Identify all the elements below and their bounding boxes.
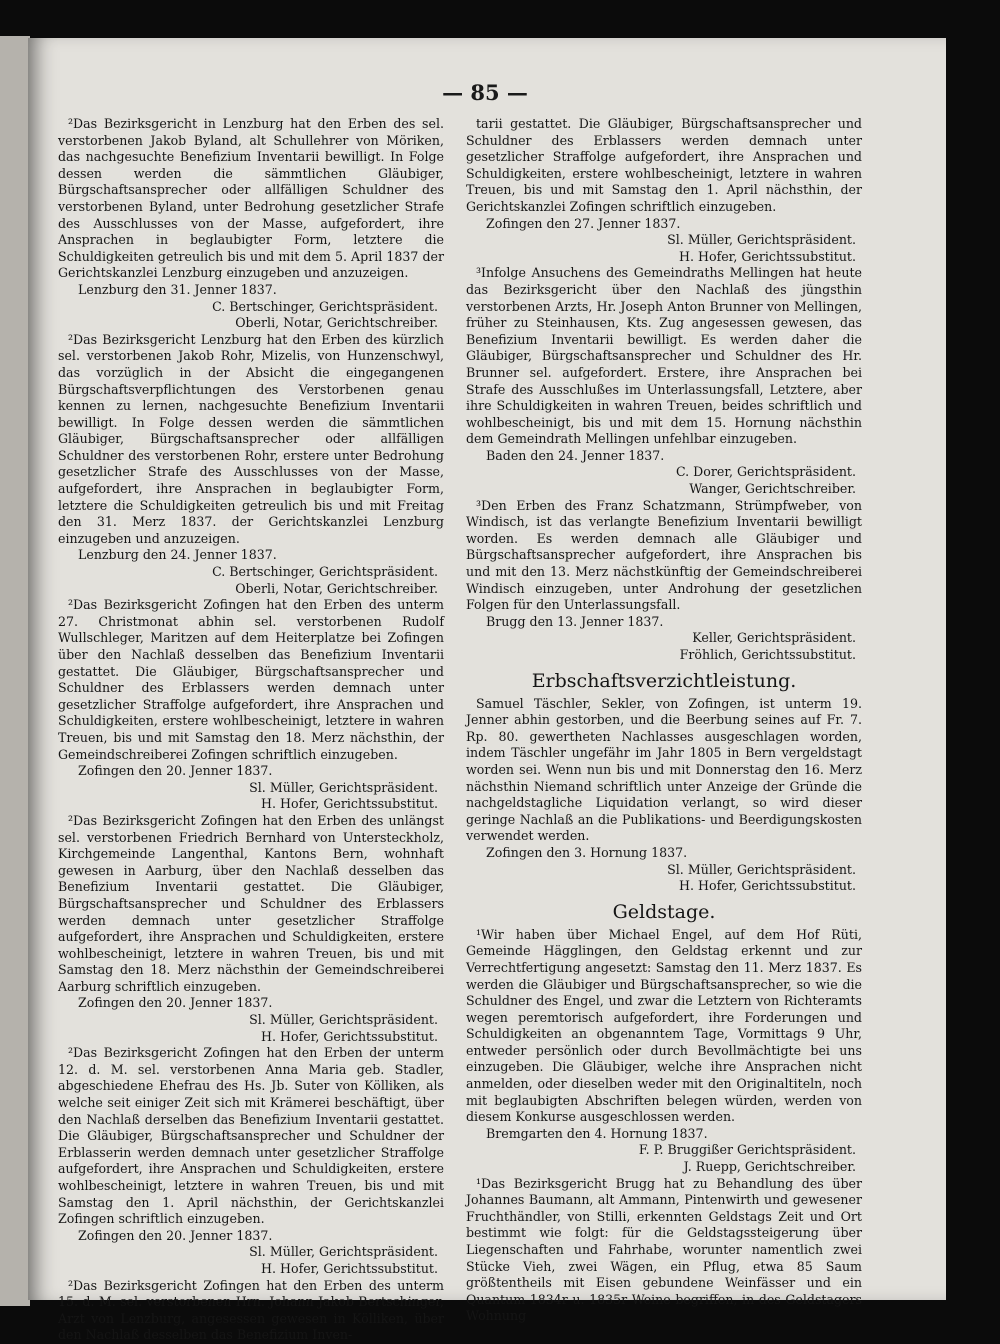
- column-sig: C. Dorer, Gerichtspräsident.: [675, 464, 856, 480]
- column-entry: ²Das Bezirksgericht Zofingen hat den Erben des unterm 15. d. M. sel. verstorbenen Hrn. Johann Jakob Bertschinger, Arzt von Lenzburg, angesessen gewesen in Kölliken, über den Nachlaß desselben das Benefizium Inven-: [58, 1277, 444, 1343]
- column-date: Brugg den 13. Jenner 1837.: [486, 613, 664, 629]
- column-date: Zofingen den 27. Jenner 1837.: [486, 215, 681, 231]
- column-sig: F. P. Bruggißer Gerichtspräsident.: [638, 1142, 856, 1158]
- column-sig: H. Hofer, Gerichtssubstitut.: [261, 1260, 438, 1276]
- column-sig: Sl. Müller, Gerichtspräsident.: [249, 1012, 438, 1028]
- column-sig: Sl. Müller, Gerichtspräsident.: [249, 1244, 438, 1260]
- column-entry: ¹Wir haben über Michael Engel, auf dem Hof Rüti, Gemeinde Hägglingen, den Geldstag erkennt und zur Verrechtfertigung angesetzt: Samstag den 11. Merz 1837. Es werden die Gläubiger und Bürgschaftsansprecher, so wie die Schuldner des Engel, und zwar die Letztern von Richteramts wegen peremtorisch aufgefordert, ihre Forderungen und Schuldigkeiten an obgenanntem Tage, Vormittags 9 Uhr, entweder persönlich oder durch Bevollmächtigte bei uns einzugeben. Die Gläubiger, welche ihre Ansprachen nicht anmelden, oder dieselben weder mit den Originaltiteln, noch mit beglaubigten Abschriften belegen würden, werden von diesem Konkurse ausgeschlossen werden.: [466, 926, 862, 1125]
- column-sig: J. Ruepp, Gerichtschreiber.: [683, 1159, 856, 1175]
- column-heading: Geldstage.: [612, 900, 716, 923]
- column-date: Lenzburg den 24. Jenner 1837.: [78, 547, 277, 563]
- right-column: [466, 116, 862, 1325]
- column-date: Baden den 24. Jenner 1837.: [486, 447, 665, 463]
- column-sig: H. Hofer, Gerichtssubstitut.: [261, 796, 438, 812]
- column-entry: ³Infolge Ansuchens des Gemeindraths Mellingen hat heute das Bezirksgericht über den Nachlaß des jüngsthin verstorbenen Arzts, Hr. Joseph Anton Brunner von Mellingen, früher zu Steinhausen, Kts. Zug angesessen gewesen, das Benefizium Inventarii bewilligt. Es werden daher die Gläubiger, Bürgschaftsansprecher und Schuldner des Hr. Brunner sel. aufgefordert. Erstere, ihre Ansprachen bei Strafe des Ausschlußes im Unterlassungsfall, Letztere, aber ihre Schuldigkeiten in wahren Treuen, beides schriftlich und wohlbescheinigt, bis und mit dem 15. Hornung nächsthin dem Gemeindrath Mellingen unfehlbar einzugeben.: [466, 265, 862, 447]
- column-sig: Wanger, Gerichtschreiber.: [689, 481, 856, 497]
- column-sig: Keller, Gerichtspräsident.: [692, 630, 856, 646]
- column-sig: Sl. Müller, Gerichtspräsident.: [249, 779, 438, 795]
- column-date: Zofingen den 3. Hornung 1837.: [486, 844, 688, 860]
- column-sig: Oberli, Notar, Gerichtschreiber.: [235, 315, 438, 331]
- column-sig: Sl. Müller, Gerichtspräsident.: [667, 232, 856, 248]
- column-sig: C. Bertschinger, Gerichtspräsident.: [212, 564, 438, 580]
- column-date: Lenzburg den 31. Jenner 1837.: [78, 281, 277, 297]
- column-date: Zofingen den 20. Jenner 1837.: [78, 995, 273, 1011]
- left-column: [58, 116, 444, 1344]
- column-date: Bremgarten den 4. Hornung 1837.: [486, 1125, 708, 1141]
- page-edge: [0, 36, 30, 1306]
- column-entry: ¹Das Bezirksgericht Brugg hat zu Behandlung des über Johannes Baumann, alt Ammann, Pintenwirth und gewesener Fruchthändler, von Stilli, erkennten Geldstags Zeit und Ort bestimmt wie folgt: für die Geldstagssteigerung über Liegenschaften und Fahrhabe, worunter namentlich zwei Stücke Vieh, zwei Wägen, ein Pflug, etwa 85 Saum größtentheils mit Eisen gebundene Weinfässer und ein Quantum 1834r u. 1835r Weine begriffen, in des Geldstagers Wohnung: [466, 1175, 862, 1324]
- column-date: Zofingen den 20. Jenner 1837.: [78, 763, 273, 779]
- column-sig: H. Hofer, Gerichtssubstitut.: [679, 248, 856, 264]
- column-sig: C. Bertschinger, Gerichtspräsident.: [212, 298, 438, 314]
- column-sig: H. Hofer, Gerichtssubstitut.: [261, 1028, 438, 1044]
- column-entry: Samuel Täschler, Sekler, von Zofingen, ist unterm 19. Jenner abhin gestorben, und die Beerbung seines auf Fr. 7. Rp. 80. gewertheten Nachlasses ausgeschlagen worden, indem Täschler ungefähr im Jahr 1805 in Bern vergeldstagt worden sei. Wenn nun bis und mit Donnerstag den 16. Merz nächsthin Niemand schriftlich unter Anzeige der Gründe die nachgeldstagliche Liquidation verlangt, so wird dieser geringe Nachlaß an die Publikations- und Beerdigungskosten verwendet werden.: [466, 695, 862, 844]
- column-sig: H. Hofer, Gerichtssubstitut.: [679, 878, 856, 894]
- column-date: Zofingen den 20. Jenner 1837.: [78, 1227, 273, 1243]
- column-entry: ³Den Erben des Franz Schatzmann, Strümpfweber, von Windisch, ist das verlangte Benefizium Inventarii bewilligt worden. Es werden demnach alle Gläubiger und Bürgschaftsansprecher aufgefordert, ihre Ansprachen bis und mit den 13. Merz nächstkünftig der Gemeindschreiberei Windisch einzugeben, unter Androhung der gesetzlichen Folgen für den Unterlassungsfall.: [466, 497, 862, 613]
- column-sig: Oberli, Notar, Gerichtschreiber.: [235, 580, 438, 596]
- column-entry: ²Das Bezirksgericht Zofingen hat den Erben des unlängst sel. verstorbenen Friedrich Bernhard von Untersteckholz, Kirchgemeinde Langenthal, Kantons Bern, wohnhaft gewesen in Aarburg, über den Nachlaß desselben das Benefizium Inventarii gestattet. Die Gläubiger, Bürgschaftsansprecher und Schuldner des Erblassers werden demnach unter gesetzlicher Straffolge aufgefordert, ihre Ansprachen und Schuldigkeiten, erstere wohlbescheinigt, letztere in wahren Treuen, bis und mit Samstag den 18. Merz nächsthin der Gemeindschreiberei Aarburg schriftlich einzugeben.: [58, 812, 444, 994]
- column-entry: ²Das Bezirksgericht in Lenzburg hat den Erben des sel. verstorbenen Jakob Byland, alt Schullehrer von Möriken, das nachgesuchte Benefizium Inventarii bewilligt. In Folge dessen werden die sämmtlichen Gläubiger, Bürgschaftsansprecher oder allfälligen Schuldner des verstorbenen Byland, unter Bedrohung gesetzlicher Strafe des Ausschlusses von der Masse, aufgefordert, ihre Ansprachen in beglaubigter Form, letztere die Schuldigkeiten getreulich bis und mit dem 5. April 1837 der Gerichtskanzlei Lenzburg einzugeben und anzuzeigen.: [58, 116, 444, 281]
- column-entry: ²Das Bezirksgericht Lenzburg hat den Erben des kürzlich sel. verstorbenen Jakob Rohr, Mizelis, von Hunzenschwyl, das vorzüglich in der Absicht die eingegangenen Bürgschaftsverpflichtungen des Verstorbenen genau kennen zu lernen, nachgesuchte Benefizium Inventarii bewilligt. In Folge dessen werden die sämmtlichen Gläubiger, Bürgschaftsansprecher oder allfälligen Schuldner des verstorbenen Rohr, erstere unter Bedrohung gesetzlicher Strafe des Ausschlusses von der Masse, aufgefordert, ihre Ansprachen in beglaubigter Form, letztere die Schuldigkeiten getreulich bis und mit Freitag den 31. Merz 1837. der Gerichtskanzlei Lenzburg einzugeben und anzuzeigen.: [58, 331, 444, 546]
- column-heading: Erbschaftsverzichtleistung.: [531, 669, 797, 692]
- column-entry: ²Das Bezirksgericht Zofingen hat den Erben des unterm 27. Christmonat abhin sel. verstorbenen Rudolf Wullschleger, Maritzen auf dem Heiterplatze bei Zofingen über den Nachlaß desselben das Benefizium Inventarii gestattet. Die Gläubiger, Bürgschaftsansprecher und Schuldner des Erblassers werden demnach unter gesetzlicher Straffolge aufgefordert, ihre Ansprachen und Schuldigkeiten, erstere wohlbescheinigt, letztere in wahren Treuen, bis und mit Samstag den 18. Merz nächsthin, der Gemeindschreiberei Zofingen schriftlich einzugeben.: [58, 597, 444, 762]
- column-sig: Fröhlich, Gerichtssubstitut.: [679, 647, 856, 662]
- page-number: — 85 —: [442, 80, 528, 105]
- column-entry: tarii gestattet. Die Gläubiger, Bürgschaftsansprecher und Schuldner des Erblassers werden demnach unter gesetzlicher Straffolge aufgefordert, ihre Ansprachen und Schuldigkeiten, erstere wohlbescheinigt, letztere in wahren Treuen, bis und mit Samstag den 1. April nächsthin, der Gerichtskanzlei Zofingen schriftlich einzugeben.: [466, 116, 862, 214]
- column-entry: ²Das Bezirksgericht Zofingen hat den Erben der unterm 12. d. M. sel. verstorbenen Anna Maria geb. Stadler, abgeschiedene Ehefrau des Hs. Jb. Suter von Kölliken, als welche seit einiger Zeit sich mit Krämerei beschäftigt, über den Nachlaß derselben das Benefizium Inventarii gestattet. Die Gläubiger, Bürgschaftsansprecher und Schuldner der Erblasserin werden demnach unter gesetzlicher Straffolge aufgefordert, ihre Ansprachen und Schuldigkeiten, erstere wohlbescheinigt, letztere in wahren Treuen, bis und mit Samstag den 1. April nächsthin, der Gerichtskanzlei Zofingen schriftlich einzugeben.: [58, 1045, 444, 1227]
- column-sig: Sl. Müller, Gerichtspräsident.: [667, 861, 856, 877]
